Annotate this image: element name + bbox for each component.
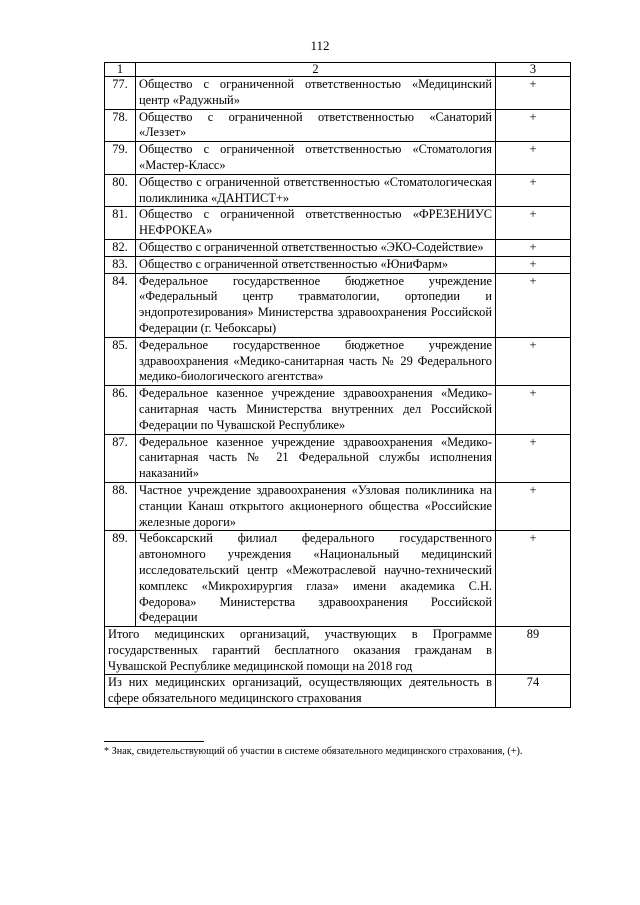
participation-mark: + — [496, 434, 571, 482]
participation-mark: + — [496, 174, 571, 207]
participation-mark: + — [496, 77, 571, 110]
organization-name: Федеральное казенное учреждение здравоохранения «Медико-санитарная часть № 21 Федеральной службы исполнения наказаний» — [136, 434, 496, 482]
row-number: 86. — [105, 386, 136, 434]
table-row — [105, 239, 571, 256]
table-row — [105, 482, 571, 530]
footnote: * Знак, свидетельствующий об участии в системе обязательного медицинского страхования, (+). — [104, 746, 523, 757]
organization-name: Общество с ограниченной ответственностью «Медицинский центр «Радужный» — [136, 77, 496, 110]
row-number: 82. — [105, 239, 136, 256]
total-label: Итого медицинских организаций, участвующих в Программе государственных гарантий бесплатного оказания гражданам в Чувашской Республике медицинской помощи на 2018 год — [105, 627, 496, 675]
row-number: 84. — [105, 273, 136, 337]
participation-mark: + — [496, 482, 571, 530]
table-row — [105, 109, 571, 142]
row-number: 79. — [105, 142, 136, 175]
total-row — [105, 675, 571, 708]
total-row — [105, 627, 571, 675]
participation-mark: + — [496, 531, 571, 627]
organization-name: Общество с ограниченной ответственностью «Санаторий «Леззет» — [136, 109, 496, 142]
organization-name: Федеральное государственное бюджетное учреждение «Федеральный центр травматологии, ортопедии и эндопротезирования» Министерства здравоохранения Российской Федерации (г. Чебоксары) — [136, 273, 496, 337]
table-row — [105, 174, 571, 207]
participation-mark: + — [496, 207, 571, 240]
row-number: 78. — [105, 109, 136, 142]
organization-name: Общество с ограниченной ответственностью «ФРЕЗЕНИУС НЕФРОКЕА» — [136, 207, 496, 240]
organization-name: Федеральное государственное бюджетное учреждение здравоохранения «Медико-санитарная часть № 29 Федерального медико-биологического агентства» — [136, 337, 496, 385]
participation-mark: + — [496, 239, 571, 256]
participation-mark: + — [496, 142, 571, 175]
row-number: 89. — [105, 531, 136, 627]
column-header: 2 — [136, 63, 496, 77]
table-row — [105, 531, 571, 627]
page-number: 112 — [310, 38, 330, 53]
table-row — [105, 207, 571, 240]
participation-mark: + — [496, 256, 571, 273]
organization-name: Чебоксарский филиал федерального государственного автономного учреждения «Национальный медицинский исследовательский центр «Межотраслевой научно-технический комплекс «Микрохирургия глаза» имени академика С.Н. Федорова» Министерства здравоохранения Российской Федерации — [136, 531, 496, 627]
organization-name: Общество с ограниченной ответственностью «ЮниФарм» — [136, 256, 496, 273]
organization-name: Частное учреждение здравоохранения «Узловая поликлиника на станции Канаш открытого акционерного общества «Российские железные дороги» — [136, 482, 496, 530]
column-header: 1 — [105, 63, 136, 77]
table-row — [105, 77, 571, 110]
table-row — [105, 386, 571, 434]
organization-name: Федеральное казенное учреждение здравоохранения «Медико-санитарная часть Министерства внутренних дел Российской Федерации по Чувашской Республике» — [136, 386, 496, 434]
organization-name: Общество с ограниченной ответственностью «Стоматология «Мастер-Класс» — [136, 142, 496, 175]
table-body — [105, 63, 571, 708]
column-header: 3 — [496, 63, 571, 77]
organization-name: Общество с ограниченной ответственностью «Стоматологическая поликлиника «ДАНТИСТ+» — [136, 174, 496, 207]
total-value: 74 — [496, 675, 571, 708]
row-number: 88. — [105, 482, 136, 530]
participation-mark: + — [496, 386, 571, 434]
organizations-table — [104, 62, 571, 708]
table-row — [105, 337, 571, 385]
table-row — [105, 273, 571, 337]
row-number: 81. — [105, 207, 136, 240]
footnote-divider — [104, 741, 204, 742]
participation-mark: + — [496, 273, 571, 337]
total-value: 89 — [496, 627, 571, 675]
row-number: 77. — [105, 77, 136, 110]
table-row — [105, 142, 571, 175]
participation-mark: + — [496, 337, 571, 385]
organization-name: Общество с ограниченной ответственностью «ЭКО-Содействие» — [136, 239, 496, 256]
row-number: 80. — [105, 174, 136, 207]
total-label: Из них медицинских организаций, осуществляющих деятельность в сфере обязательного медицинского страхования — [105, 675, 496, 708]
table-row — [105, 256, 571, 273]
table-row — [105, 434, 571, 482]
participation-mark: + — [496, 109, 571, 142]
table-header-row — [105, 63, 571, 77]
row-number: 85. — [105, 337, 136, 385]
row-number: 83. — [105, 256, 136, 273]
row-number: 87. — [105, 434, 136, 482]
